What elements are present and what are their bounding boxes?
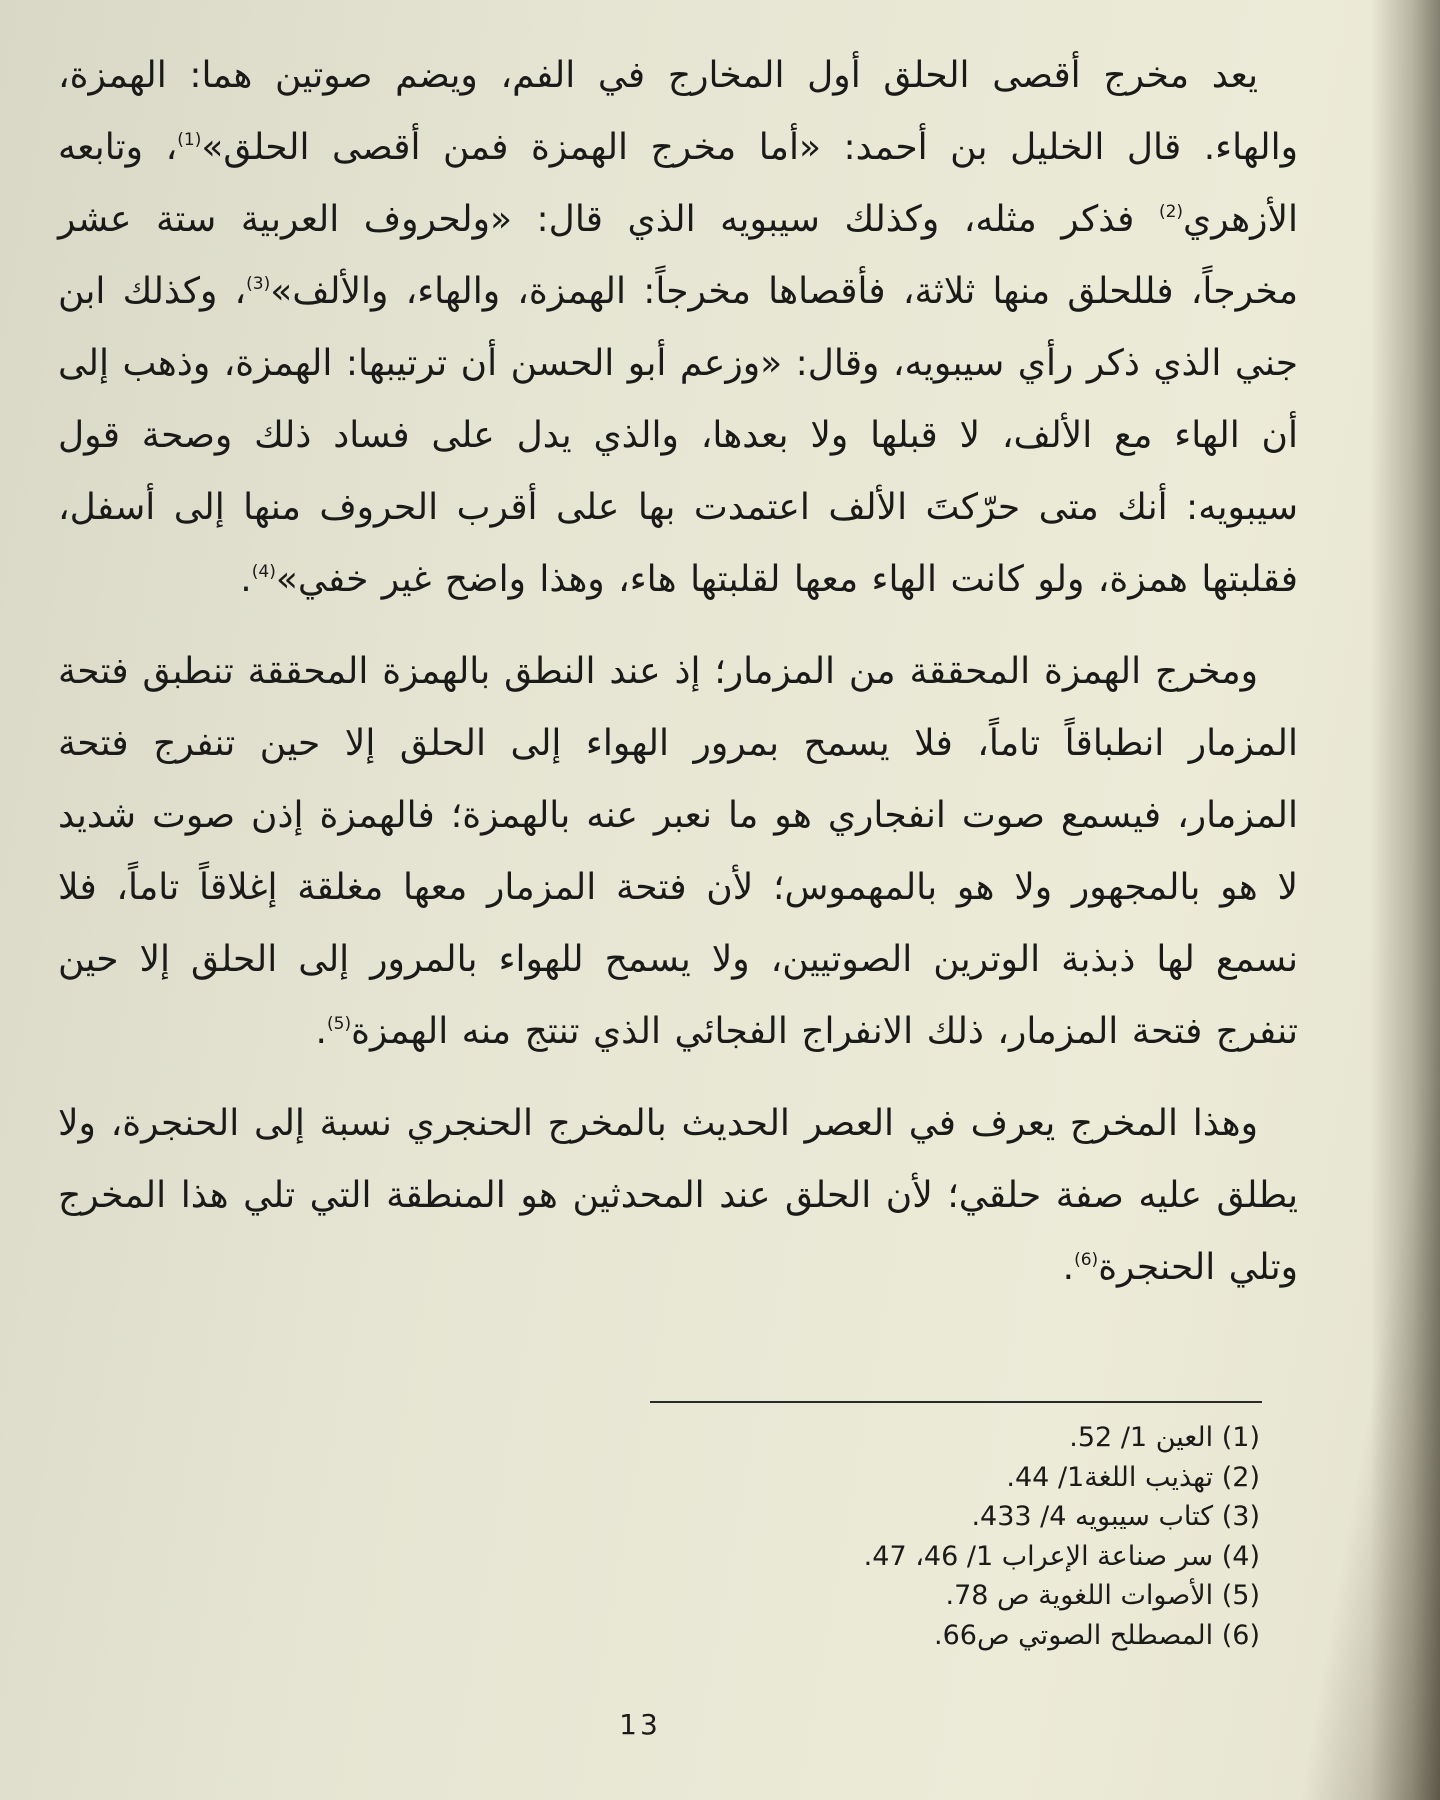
footnote-marker: (6) [1074,1250,1099,1270]
paragraph-text: وهذا المخرج يعرف في العصر الحديث بالمخرج الحنجري نسبة إلى الحنجرة، ولا يطلق عليه صفة حلقي؛ لأن الحلق عند المحدثين هو المنطقة التي تلي هذا المخرج وتلي الحنجرة [58,1103,1298,1288]
paragraph-text: ومخرج الهمزة المحققة من المزمار؛ إذ عند النطق بالهمزة المحققة تنطبق فتحة المزمار انطباقاً تاماً، فلا يسمح بمرور الهواء إلى الحلق إلا حين تنفرج فتحة المزمار، فيسمع صوت انفجاري هو ما نعبر عنه بالهمزة؛ فالهمزة إذن صوت شديد لا هو بالمجهور ولا هو بالمهموس؛ لأن فتحة المزمار معها مغلقة إغلاقاً تاماً، فلا نسمع لها ذبذبة الوترين الصوتيين، ولا يسمح للهواء بالمرور إلى الحلق إلا حين تنفرج فتحة المزمار، ذلك الانفراج الفجائي الذي تنتج منه الهمزة [58,651,1298,1052]
footnote-5: (5) الأصوات اللغوية ص 78. [945,1580,1260,1611]
paragraph-2 [58,636,1298,1068]
body-text [58,40,1298,1324]
paragraph-1 [58,40,1298,616]
paragraph-text: . [1062,1247,1075,1288]
page-number: 13 [619,1708,661,1741]
paragraph-text: . [240,559,252,600]
footnote-3: (3) كتاب سيبويه 4/ 433. [971,1501,1260,1532]
page-gutter-shadow [1370,0,1440,1800]
footnote-1: (1) العين 1/ 52. [1069,1422,1260,1453]
paragraph-text: فذكر مثله، وكذلك سيبويه الذي قال: «ولحروف العربية ستة عشر مخرجاً، فللحلق منها ثلاثة، فأقصاها مخرجاً: الهمزة، والهاء، والألف» [58,199,1298,312]
paragraph-text: . [315,1011,327,1052]
footnote-marker: (1) [177,130,202,150]
paragraph-3 [58,1088,1298,1304]
paragraph-text: ، وتابعه الأزهري [58,127,1298,240]
footnote-2: (2) تهذيب اللغة1/ 44. [1006,1461,1260,1493]
footnotes [760,1418,1260,1655]
footnote-marker: (4) [251,562,276,582]
footnote-marker: (2) [1158,202,1184,222]
paragraph-text: ، وكذلك ابن جني الذي ذكر رأي سيبويه، وقال: «وزعم أبو الحسن أن ترتيبها: الهمزة، وذهب إلى أن الهاء مع الألف، لا قبلها ولا بعدها، والذي يدل على فساد ذلك وصحة قول سيبويه: أنك متى حرّكتَ الألف اعتمدت بها على أقرب الحروف منها إلى أسفل، فقلبتها همزة، ولو كانت الهاء معها لقلبتها هاء، وهذا واضح غير خفي» [58,271,1298,600]
footnote-marker: (5) [326,1014,352,1034]
footnote-4: (4) سر صناعة الإعراب 1/ 46، 47. [863,1540,1260,1572]
footnote-6: (6) المصطلح الصوتي ص66. [934,1619,1260,1651]
footnote-marker: (3) [246,274,271,294]
paragraph-text: يعد مخرج أقصى الحلق أول المخارج في الفم، ويضم صوتين هما: الهمزة، والهاء. قال الخليل بن أحمد: «أما مخرج الهمزة فمن أقصى الحلق» [58,55,1299,168]
footnote-separator [650,1401,1262,1403]
